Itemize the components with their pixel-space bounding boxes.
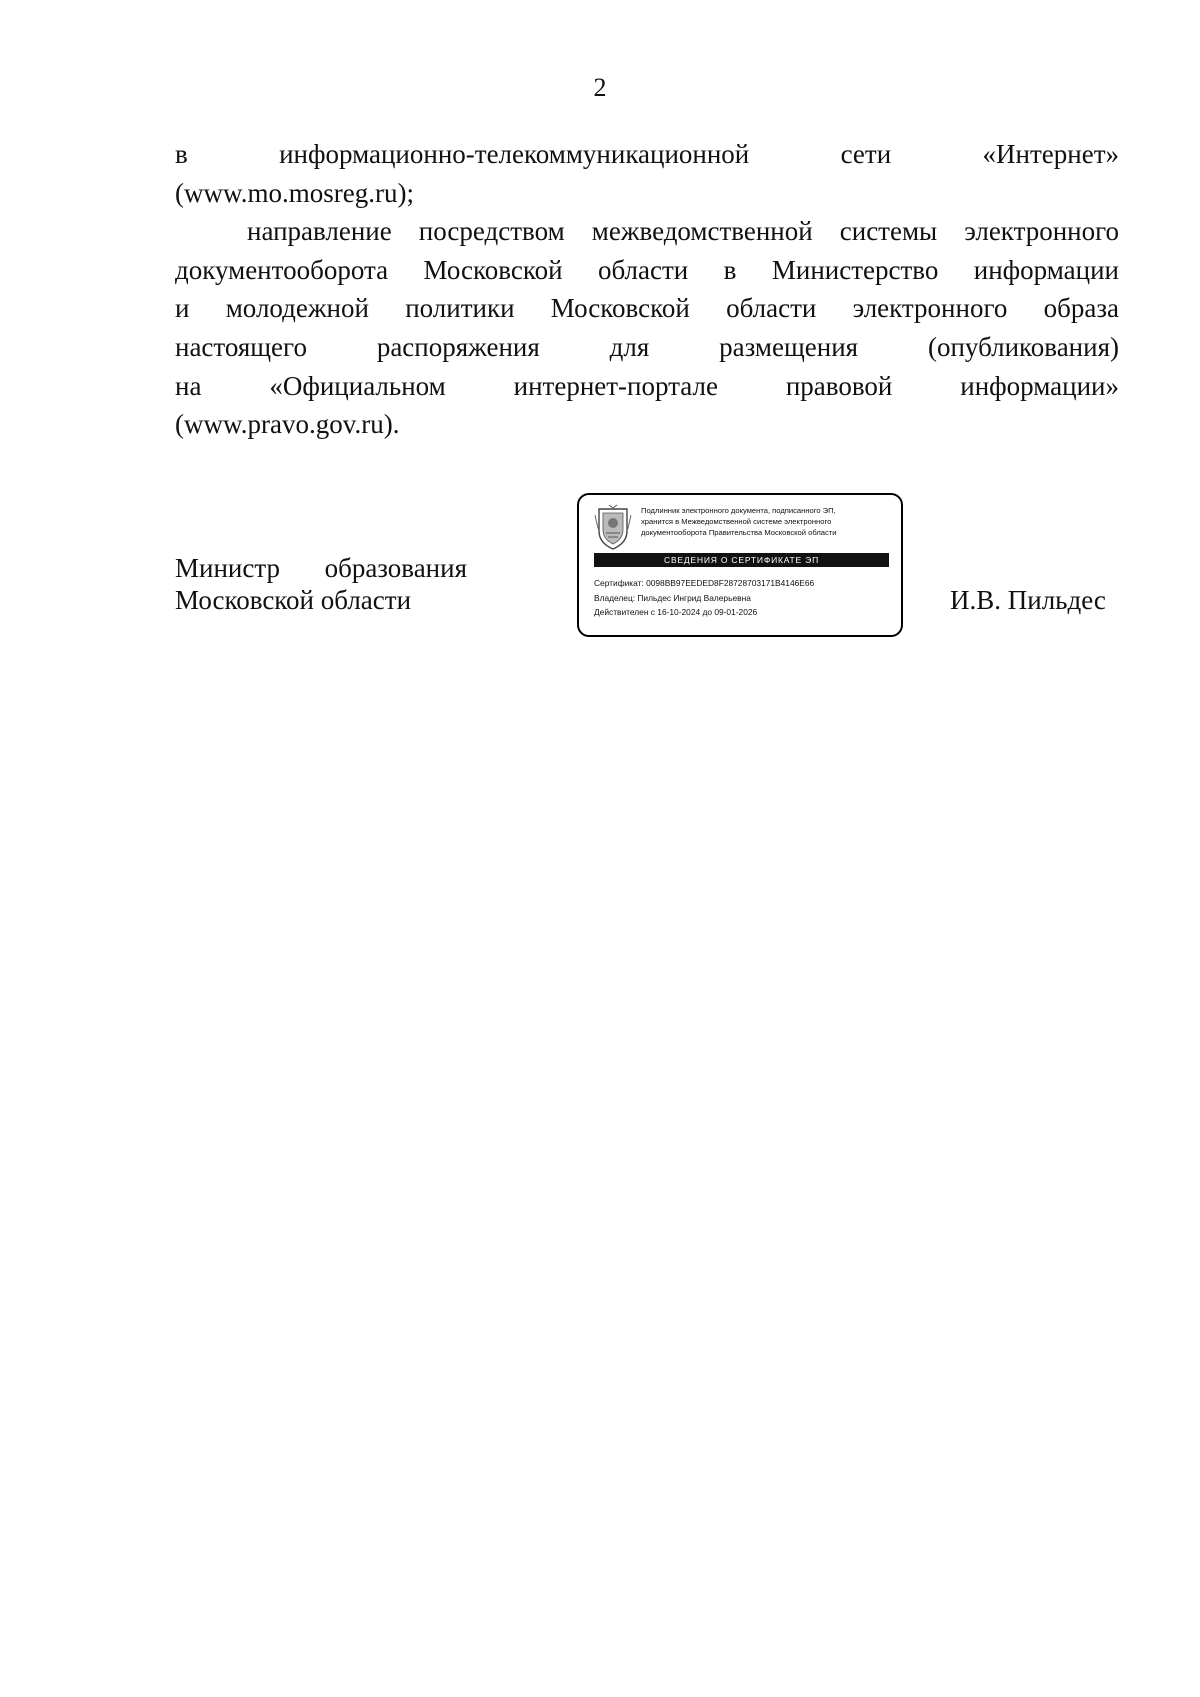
body-line: (www.mo.mosreg.ru); xyxy=(175,177,414,208)
body-line: документооборота Московской области в Министерство информации xyxy=(175,254,1119,285)
page-number: 2 xyxy=(593,73,607,102)
signer-name: И.В. Пильдес xyxy=(950,585,1106,615)
document-body xyxy=(175,135,1119,444)
body-line: на «Официальном интернет-портале правовой информации» xyxy=(175,370,1119,401)
stamp-header: СВЕДЕНИЯ О СЕРТИФИКАТЕ ЭП xyxy=(594,553,889,567)
body-line: настоящего распоряжения для размещения (опубликования) xyxy=(175,331,1119,362)
certificate-number: Сертификат: 0098BB97EEDED8F28728703171B4146E66 xyxy=(594,578,815,588)
electronic-signature-stamp xyxy=(577,493,903,637)
body-line: и молодежной политики Московской области электронного образа xyxy=(175,293,1119,324)
certificate-owner: Владелец: Пильдес Ингрид Валерьевна xyxy=(594,592,751,603)
stamp-notice: Подлинник электронного документа, подписанного ЭП, хранится в Межведомственной системе электронного документооборота Правительства Московской области xyxy=(641,506,837,537)
signer-title xyxy=(175,552,467,616)
coat-of-arms-icon xyxy=(593,503,633,551)
body-line: направление посредством межведомственной системы электронного xyxy=(247,216,1119,247)
stamp-details xyxy=(594,576,814,620)
signer-title-line: Министр образования xyxy=(175,553,467,583)
body-line: в информационно-телекоммуникационной сети «Интернет» xyxy=(175,139,1119,169)
certificate-validity: Действителен с 16-10-2024 до 09-01-2026 xyxy=(594,607,758,617)
signer-title-line: Московской области xyxy=(175,585,412,615)
body-line: (www.pravo.gov.ru). xyxy=(175,409,400,440)
